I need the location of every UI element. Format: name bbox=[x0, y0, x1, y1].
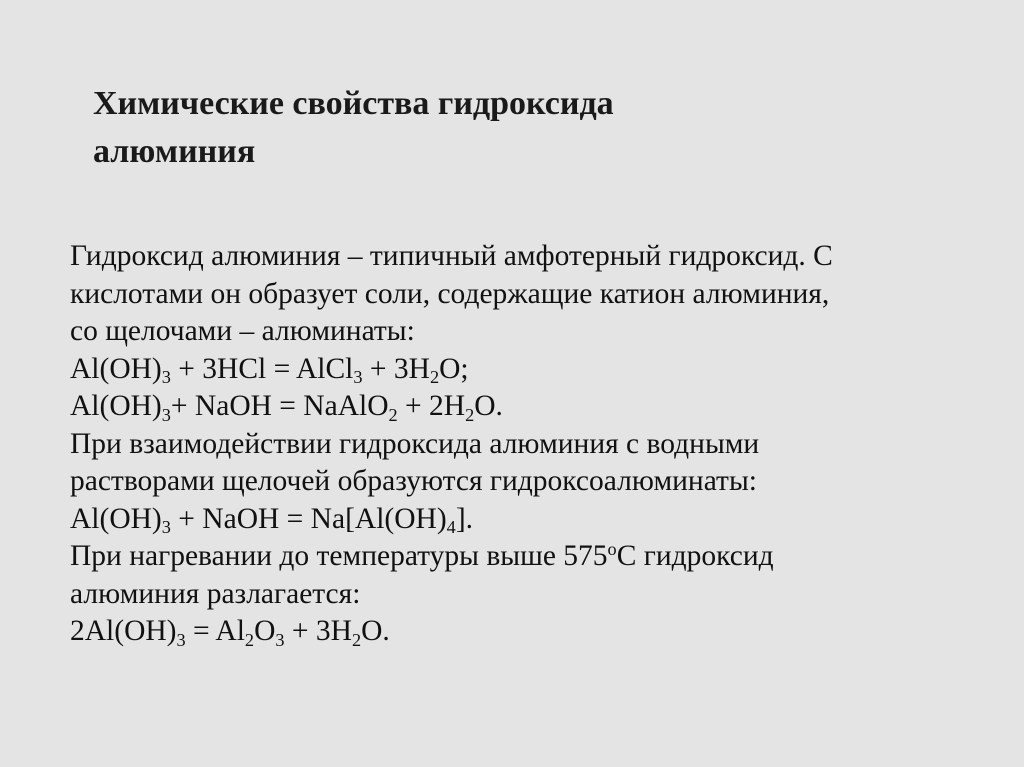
slide-body bbox=[70, 238, 980, 651]
degree-mark: o bbox=[607, 538, 617, 559]
paragraph-2-line-2: растворами щелочей образуются гидроксоалюминаты: bbox=[70, 465, 757, 497]
intro-line-3: со щелочами – алюминаты: bbox=[70, 315, 415, 347]
slide-title bbox=[93, 80, 813, 176]
equation-alkali-solution: $Al(OH)_3$ + NaOH = $Na[Al(OH)_4]$. bbox=[70, 502, 474, 538]
paragraph-3-line-1: При нагревании до температуры выше 575$^o$С гидроксид bbox=[70, 538, 774, 572]
paragraph-2-line-1: При взаимодействии гидроксида алюминия с водными bbox=[70, 427, 760, 460]
equation-acid: $Al(OH)_3 + 3HCl$ = AlCl$_3$ + $3H_2O$; bbox=[70, 352, 469, 388]
title-line-1: Химические свойства гидроксида bbox=[93, 85, 614, 122]
equation-alkali-melt: $Al(OH)_3+$ NaOH = NaAlO$_2$ + $2H_2O$. bbox=[70, 390, 503, 425]
intro-line-1: Гидроксид алюминия – типичный амфотерный гидроксид. С bbox=[70, 240, 833, 272]
intro-line-2: кислотами он образует соли, содержащие катион алюминия, bbox=[70, 277, 830, 310]
equation-decomposition: $2Al(OH)_3 = Al_2O_3 + 3H_2O$. bbox=[70, 615, 390, 650]
paragraph-3-line-2: алюминия разлагается: bbox=[70, 577, 361, 610]
title-line-2: алюминия bbox=[93, 133, 256, 170]
